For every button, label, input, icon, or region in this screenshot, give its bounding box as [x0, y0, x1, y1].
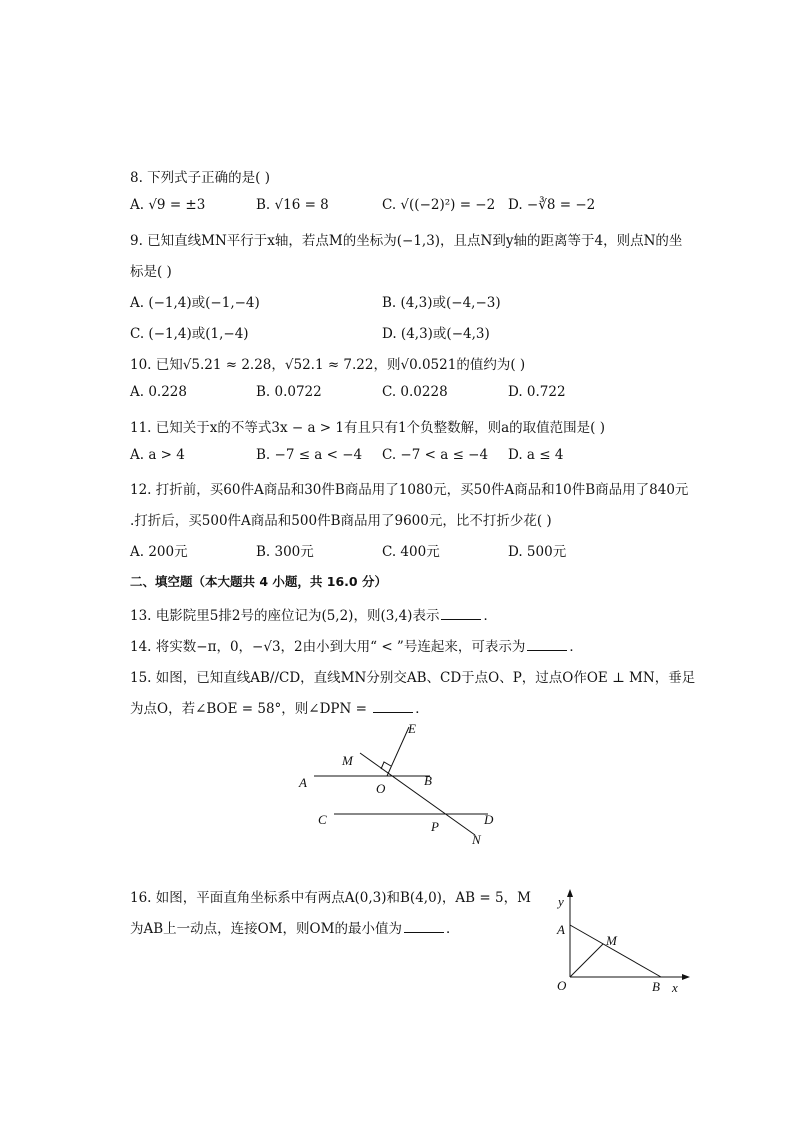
q8-option-b: B. √16 = 8 — [256, 197, 329, 213]
label-a: A — [557, 922, 565, 937]
q14-answer-blank[interactable] — [527, 638, 567, 651]
label-o: O — [557, 978, 567, 993]
q16-line1: 16. 如图，平面直角坐标系中有两点A(0,3)和B(4,0)，AB = 5，M — [130, 890, 531, 906]
q10-option-b: B. 0.0722 — [256, 384, 322, 400]
label-o: O — [376, 781, 386, 796]
q11-option-c: C. −7 < a ≤ −4 — [382, 447, 489, 463]
x-axis-arrow — [682, 974, 690, 980]
q15-end: ． — [415, 701, 429, 717]
q12-option-d: D. 500元 — [508, 544, 567, 560]
q9-stem-line2: 标是( ) — [130, 264, 172, 280]
label-d: D — [484, 812, 494, 827]
label-p: P — [431, 819, 439, 834]
q8-stem: 8. 下列式子正确的是( ) — [130, 170, 270, 186]
q9-stem-line1: 9. 已知直线MN平行于x轴，若点M的坐标为(−1,3)，且点N到y轴的距离等于4，则点N的坐 — [130, 233, 683, 249]
y-axis-arrow — [567, 889, 573, 897]
q9-option-b: B. (4,3)或(−4,−3) — [382, 295, 501, 311]
q11-option-d: D. a ≤ 4 — [508, 447, 564, 463]
q12-stem-line1: 12. 打折前，买60件A商品和30件B商品用了1080元，买50件A商品和10件B商品用了840元 — [130, 482, 689, 498]
right-angle-mark — [381, 762, 391, 769]
q16-text: 为AB上一动点，连接OM，则OM的最小值为 — [130, 921, 402, 937]
label-n: N — [472, 832, 481, 847]
q9-option-d: D. (4,3)或(−4,3) — [382, 326, 490, 342]
q8-option-a: A. √9 = ±3 — [130, 197, 206, 213]
section-header-fill-in: 二、填空题（本大题共 4 小题，共 16.0 分） — [130, 574, 387, 589]
label-a: A — [299, 775, 307, 790]
q15-figure — [290, 715, 510, 855]
q10-option-a: A. 0.228 — [130, 384, 187, 400]
q9-option-c: C. (−1,4)或(1,−4) — [130, 326, 249, 342]
q14-end: ． — [569, 639, 583, 655]
q13-end: ． — [483, 608, 497, 624]
q15-text: 为点O，若∠BOE = 58°，则∠DPN = — [130, 701, 372, 717]
q11-stem: 11. 已知关于x的不等式3x − a > 1有且只有1个负整数解，则a的取值范围是( ) — [130, 420, 605, 436]
q16-line2 — [130, 917, 459, 937]
label-x: x — [672, 980, 678, 995]
label-c: C — [318, 812, 327, 827]
segment-om — [570, 944, 603, 977]
q16-answer-blank[interactable] — [404, 920, 444, 933]
q13-answer-blank[interactable] — [441, 607, 481, 620]
q16-figure — [548, 885, 698, 1000]
q11-option-a: A. a > 4 — [130, 447, 185, 463]
q15-line1: 15. 如图，已知直线AB//CD，直线MN分别交AB、CD于点O、P，过点O作OE ⊥ MN，垂足 — [130, 670, 696, 686]
q10-option-d: D. 0.722 — [508, 384, 566, 400]
label-b: B — [424, 773, 432, 788]
q12-stem-line2: .打折后，买500件A商品和500件B商品用了9600元，比不打折少花( ) — [130, 513, 552, 529]
q16-end: ． — [445, 921, 460, 937]
label-m: M — [606, 933, 617, 948]
q8-option-d: D. −∛8 = −2 — [508, 197, 596, 213]
q8-option-c: C. √((−2)²) = −2 — [382, 197, 496, 213]
q10-option-c: C. 0.0228 — [382, 384, 448, 400]
q13-text: 13. 电影院里5排2号的座位记为(5,2)，则(3,4)表示 — [130, 608, 440, 624]
label-b: B — [652, 979, 660, 994]
q14 — [130, 635, 583, 655]
ray-oe — [387, 727, 409, 776]
label-m: M — [342, 753, 353, 768]
q13 — [130, 604, 497, 624]
q15-line2 — [130, 697, 429, 717]
q15-answer-blank[interactable] — [373, 700, 413, 713]
q14-text: 14. 将实数−π，0，−√3，2由小到大用“ < ”号连起来，可表示为 — [130, 639, 526, 655]
q12-option-a: A. 200元 — [130, 544, 188, 560]
q10-stem: 10. 已知√5.21 ≈ 2.28，√52.1 ≈ 7.22，则√0.0521的值约为( ) — [130, 357, 526, 373]
label-y: y — [558, 894, 564, 909]
q11-option-b: B. −7 ≤ a < −4 — [256, 447, 363, 463]
label-e: E — [408, 721, 416, 736]
q12-option-c: C. 400元 — [382, 544, 440, 560]
q12-option-b: B. 300元 — [256, 544, 314, 560]
q9-option-a: A. (−1,4)或(−1,−4) — [130, 295, 260, 311]
